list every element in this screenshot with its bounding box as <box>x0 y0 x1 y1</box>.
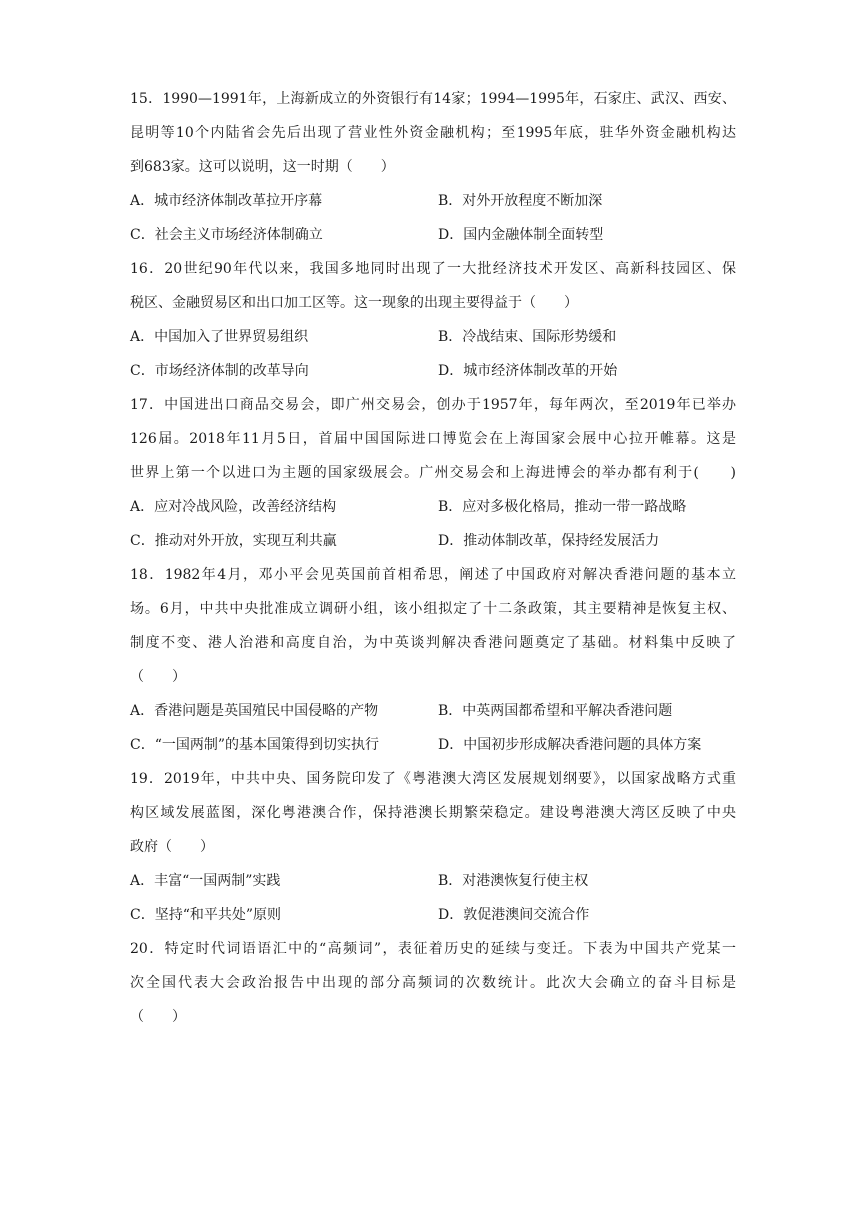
option-c: C．坚持“和平共处”原则 <box>130 907 282 923</box>
option-a: A．丰富“一国两制”实践 <box>130 873 281 889</box>
option-b: B．应对多极化格局，推动一带一路战略 <box>438 499 687 515</box>
question-18 <box>130 558 736 762</box>
option-a: A．应对冷战风险，改善经济结构 <box>130 499 337 515</box>
question-stem-line: 到683家。这可以说明，这一时期（ ） <box>130 159 395 175</box>
question-stem-line: 次全国代表大会政治报告中出现的部分高频词的次数统计。此次大会确立的奋斗目标是 <box>130 975 736 991</box>
option-d: D．中国初步形成解决香港问题的具体方案 <box>438 737 702 753</box>
question-stem-line: 场。6月，中共中央批准成立调研小组，该小组拟定了十二条政策，其主要精神是恢复主权、 <box>130 601 736 617</box>
option-d: D．城市经济体制改革的开始 <box>438 363 618 379</box>
option-d: D．推动体制改革，保持经发展活力 <box>438 533 660 549</box>
question-15 <box>130 82 736 252</box>
question-stem-line: （ ） <box>130 669 186 685</box>
question-stem-line: 税区、金融贸易区和出口加工区等。这一现象的出现主要得益于（ ） <box>130 295 578 311</box>
option-d: D．敦促港澳间交流合作 <box>438 907 590 923</box>
question-stem-line: 世界上第一个以进口为主题的国家级展会。广州交易会和上海进博会的举办都有利于( ) <box>130 465 736 481</box>
question-stem-line: 17．中国进出口商品交易会，即广州交易会，创办于1957年，每年两次，至2019年已举办 <box>130 397 736 413</box>
option-row <box>130 898 736 932</box>
question-17 <box>130 388 736 558</box>
option-row <box>130 490 736 524</box>
option-c: C．社会主义市场经济体制确立 <box>130 227 323 243</box>
option-b: B．对港澳恢复行使主权 <box>438 873 589 889</box>
option-b: B．冷战结束、国际形势缓和 <box>438 329 617 345</box>
option-a: A．城市经济体制改革拉开序幕 <box>130 193 323 209</box>
question-stem-line: 20．特定时代词语语汇中的“高频词”，表征着历史的延续与变迁。下表为中国共产党某一 <box>130 941 736 957</box>
question-stem-line: 16．20世纪90年代以来，我国多地同时出现了一大批经济技术开发区、高新科技园区、保 <box>130 261 736 277</box>
option-b: B．中英两国都希望和平解决香港问题 <box>438 703 673 719</box>
question-stem-line: 构区域发展蓝图，深化粤港澳合作，保持港澳长期繁荣稳定。建设粤港澳大湾区反映了中央 <box>130 805 736 821</box>
option-a: A．中国加入了世界贸易组织 <box>130 329 309 345</box>
question-stem-line: 19．2019年，中共中央、国务院印发了《粤港澳大湾区发展规划纲要》，以国家战略方式重 <box>130 771 736 787</box>
question-stem-line: （ ） <box>130 1009 186 1025</box>
exam-page <box>130 82 736 1034</box>
option-row <box>130 354 736 388</box>
question-stem-line: 政府（ ） <box>130 839 214 855</box>
option-c: C．市场经济体制的改革导向 <box>130 363 309 379</box>
option-row <box>130 524 736 558</box>
option-row <box>130 184 736 218</box>
question-16 <box>130 252 736 388</box>
option-c: C．推动对外开放，实现互利共赢 <box>130 533 337 549</box>
question-19 <box>130 762 736 932</box>
question-stem-line: 18．1982年4月，邓小平会见英国前首相希思，阐述了中国政府对解决香港问题的基本立 <box>130 567 736 583</box>
question-stem-line: 昆明等10个内陆省会先后出现了营业性外资金融机构；至1995年底，驻华外资金融机构达 <box>130 125 736 141</box>
option-a: A．香港问题是英国殖民中国侵略的产物 <box>130 703 379 719</box>
option-b: B．对外开放程度不断加深 <box>438 193 603 209</box>
option-row <box>130 320 736 354</box>
question-20 <box>130 932 736 1034</box>
question-stem-line: 15．1990—1991年，上海新成立的外资银行有14家；1994—1995年，石家庄、武汉、西安、 <box>130 91 736 107</box>
option-row <box>130 218 736 252</box>
option-row <box>130 694 736 728</box>
option-c: C．“一国两制”的基本国策得到切实执行 <box>130 737 380 753</box>
option-row <box>130 864 736 898</box>
question-stem-line: 126届。2018年11月5日，首届中国国际进口博览会在上海国家会展中心拉开帷幕。这是 <box>130 431 736 447</box>
option-row <box>130 728 736 762</box>
option-d: D．国内金融体制全面转型 <box>438 227 604 243</box>
question-stem-line: 制度不变、港人治港和高度自治，为中英谈判解决香港问题奠定了基础。材料集中反映了 <box>130 635 736 651</box>
